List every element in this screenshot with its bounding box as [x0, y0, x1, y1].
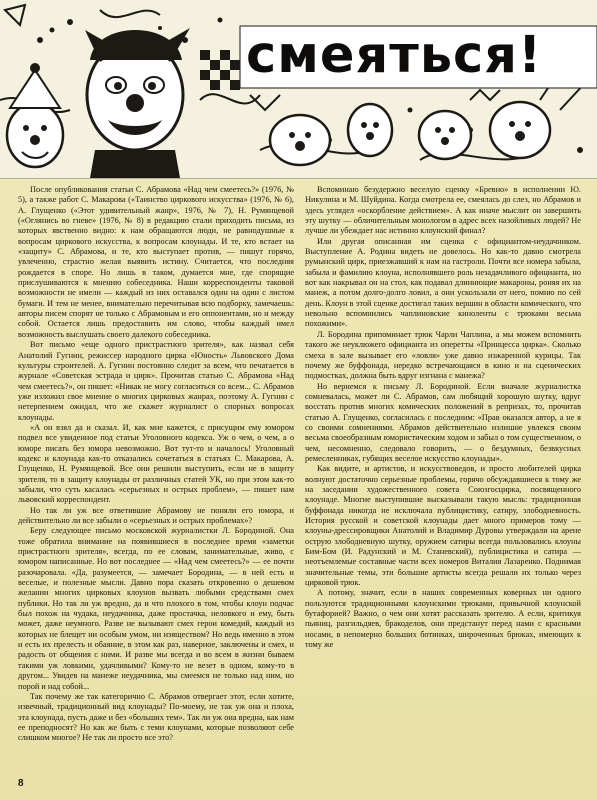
paragraph: А потому, значит, если в наших современных коверных ни одного пользуются традиционными клоунскими трюками, привычной клоунской бутафорией? Важно, о чем они хотят рассказать зрителю. А если, критикуя пьяниц, разгильдяев, бракоделов, они предстанут перед нами с красными носами, в непомерно больших ботинках, широченных брюках, имеющих к тому же	[305, 588, 581, 650]
paragraph: Так почему же так категорично С. Абрамов отвергает этот, если хотите, извечный, традиционный вид клоунады? По-моему, не так уж она и плоха, эта клоунада, пусть даже и без «больших тем». Так ли уж она вредна, как нам ее преподносят? Но как же быть с теми клоунами, которые позволяют себе слишком многое? Не так ли просто все это?	[18, 691, 294, 743]
cartoon-illustration	[0, 0, 597, 179]
left-text-column	[18, 185, 294, 773]
clown-drawing	[0, 0, 597, 178]
right-text-column	[305, 185, 581, 773]
paragraph: Вот письмо «еще одного пристрастного зрителя», как назвал себя Анатолий Гугнин, режиссер народного цирка «Юность» Львовского Дома культуры строителей. А. Гугнин постоянно следит за всем, что печатается в журнале «Советская эстрада и цирк». Прочитав статью С. Абрамова «Над чем смеетесь?», он пишет: «Никак не могу согласиться со всем... С. Абрамов уже изложил свое мнение о многих цирковых жанрах, поэтому А. Гугнин с нетерпением ожидал, что же скажет журналист о спорных вопросах клоунады.	[18, 340, 294, 422]
paragraph: Л. Бородина припоминает трюк Чарли Чаплина, а мы можем вспомнить такого же неуклюжего официанта из оперетты «Принцесса цирка». Сколько смеха в зале вызывает его «ловля» уже давно изжаренной курицы. Так почему же буффонада, нередко встречающаяся в кино и на сценических подмостках, должна быть вдруг изгнана с манежа?	[305, 329, 581, 381]
paragraph: «А он взял да и сказал. И, как мне кажется, с присущим ему юмором подвел все увиденное под статьи Уголовного кодекса. Уж о чем, о чем, а о юморе писать без юмора невозможно. Вот тут-то и началось! Уголовный кодекс и клоунада как-то отказались сочетаться в статьях С. Макарова, А. Глущенко, Н. Румянцевой. Все они решили выступить, если не в защиту зрителя, то в защиту клоунады от различных статей УК, но при этом как-то забыли, что суть касалась «серьезных и острых проблем», — пишет нам львовский корреспондент.	[18, 422, 294, 505]
paragraph: Но так ли уж все ответившие Абрамову не поняли его юмора, и действительно ли все забыли о «серьезных и острых проблемах»?	[18, 505, 294, 525]
clown-face	[85, 28, 190, 178]
paragraph: После опубликования статьи С. Абрамова «Над чем смеетесь?» (1976, № 5), а также работ С. Макарова («Таинство циркового искусства» (1976, № 6), А. Глущенко («Этот удивительный жанр», 1976, № 7), Н. Румянцевой («Оглянись во гневе» (1976, № 8) в редакцию стали приходить письма, из которых явственно видно: к нам обращаются люди, не равнодушные к вопросам циркового искусства, к вопросам клоунады. И те, кто встает на «защиту» С. Абрамова, и те, кто выступает против, — пишут горячо, увлеченно, страстно желая выявить истину. Считается, что последняя рождается в споре. Но лишь в таком, думается мне, где спорящие прислушиваются к мнению собеседника. Наши корреспонденты таковой возможности не имели — каждый из них оставался один на один с листом бумаги. И тем не менее, внимательно перечитывая всю подборку, замечаешь: авторы писем спорят не только с Абрамовым и его оппонентами, но и между собой. Остается лишь предоставить им слово, чтобы каждый имел возможность выслушать своего далекого собеседника.	[18, 185, 294, 339]
headline-title: смеяться!	[246, 28, 543, 84]
paragraph: Но вернемся к письму Л. Бородиной. Если вначале журналистка сомневалась, может ли С. Абрамов, сам любящий хорошую шутку, вдруг восстать против многих комических положений в репризах, то, прочитав статью А. Глущенко, согласилась с последним: «Прав оказался автор, а не я со своими сомнениями. Абрамов действительно излишне увлекся своим весьма своеобразным юмористическим ходом и забыл о том существенном, о чем, несомненно, следовало говорить, — о бездумных, безвкусных ремесленниках, губящих веселое искусство клоунады».	[305, 381, 581, 463]
paragraph: Или другая описанная им сценка с официантом-неудачником. Выступление А. Родина видеть не довелось. Но как-то давно смотрела румынский цирк, приезжавший к нам на гастроли. Почти все номера забыла, забыла и фамилию клоуна, исполнявшего роль незадачливого официанта, но вот как накрывал он на стол, как подавал длиннющие макароны, роняя их на манеж, а потом долго-долго ловил, а они ускользали от него, помню по сей день. Клоун в этой сценке достигал таких вершин в области комического, что невольно вспомнились чаплиновские киноленты с трюками весьма похожими».	[305, 236, 581, 329]
paragraph: Беру следующее письмо московской журналистки Л. Бородиной. Она тоже обратила внимание на появившиеся в последнее время «заметки пристрастного зрителя», всегда, по ее словам, занимательные, живо, с юмором написанные. Но вот последнее — «Над чем смеетесь?» — ее почти разочаровала. «Да, разумеется, — замечает Бородина, — в ней есть и веселые, и полезные мысли. Давно пора сказать откровенно о дешевом желании многих цирковых клоунов вызвать любыми средствами смех публики. Но так ли уж вредно, да и что плохого в том, чтобы клоун подчас был похож на чудака, неудачника, даже простачка, неловкого и ему, быть может, даже неумного. Разве не вызывают смех герои комедий, каждый из которых не блещет ни особым умом, ни изяществом? Но ведь именно в этом и есть их прелесть и обаяние, в этом как раз, наверное, заключены и смех, и радость от общения с ними. И разве мы всегда и во всем в жизни бываем такими уж ловкими, удачливыми? Кому-то не везет в одном, кому-то в другом... Увидев на манеже неудачника, мы смеемся не только над ним, но порой и над собой...	[18, 526, 294, 691]
paragraph: Вспоминаю безудержно веселую сценку «Бревно» в исполнении Ю. Никулина и М. Шуйдина. Когда смотрела ее, смеялась до слез, но Абрамов и здесь углядел «оскорбление действием». А как иначе мыслит он завершить эту шутку — обличительным монологом в адрес всех назойливых людей? Не лучше ли убеждает нас истинно клоунский финал?	[305, 185, 581, 236]
page-number: 8	[18, 778, 24, 789]
paragraph: Как видите, и артистов, и искусствоведов, и просто любителей цирка волнуют достаточно серьезные проблемы, горячо обсуждавшиеся к тому же на заседании художественного совета Союзгосцирка, посвященного клоунаде. Многие выступившие высказывали такую мысль: традиционная буффонада никогда не исключала публицистику, сатиру, злободневность. История русской и советской клоунады дает много примеров тому — клоуны-дрессировщики Анатолий и Владимир Дуровы утверждали на арене острую злободневную шутку, оружием сатиры всегда пользовались клоуны Бим-Бом (И. Радунский и М. Станевский), публицистика и сатира — неотъемлемые составные части всех номеров Виталия Лазаренко. Поднимая значительные темы, эти большие артисты всегда решали их только через цирковой трюк.	[305, 464, 581, 588]
